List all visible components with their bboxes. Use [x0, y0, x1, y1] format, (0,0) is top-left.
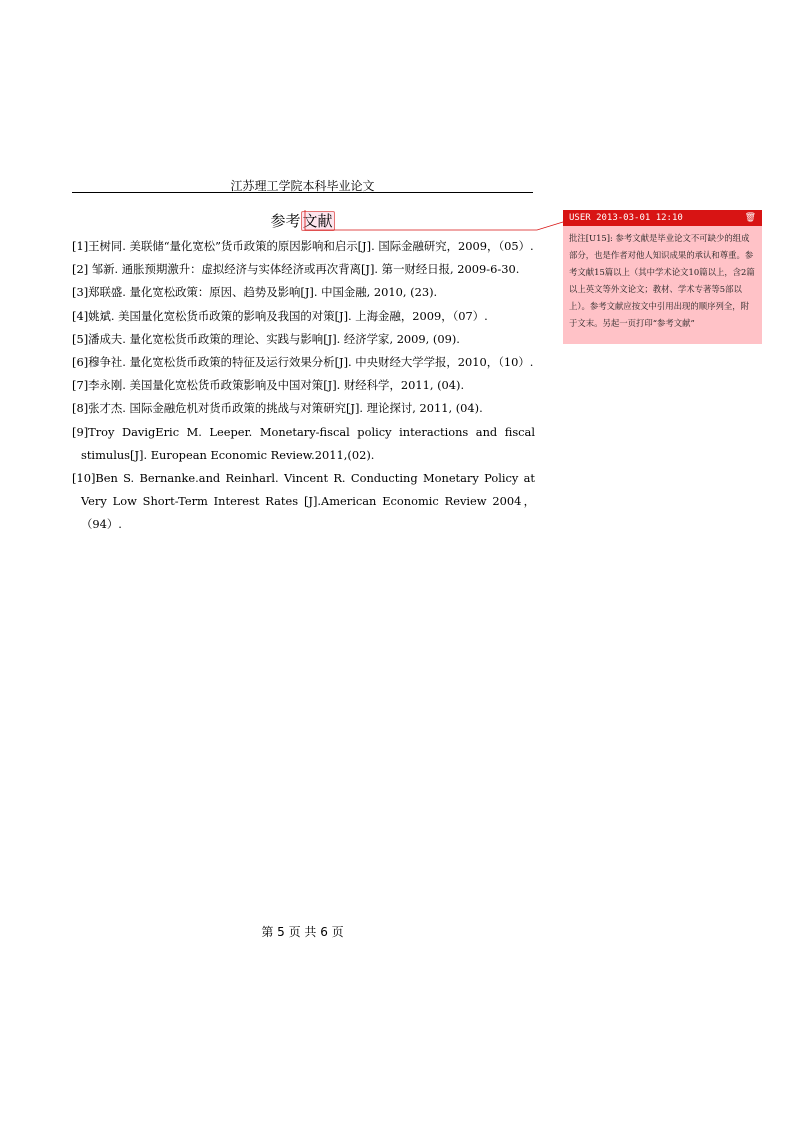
reference-item: [9]Troy DavigEric M. Leeper. Monetary-fiscal policy interactions and fiscal stimulus[J]. European Economic Review.2011,(02). — [72, 424, 535, 462]
reference-item: [5]潘成夫. 量化宽松货币政策的理论、实践与影响[J]. 经济学家, 2009, (09). — [72, 331, 460, 346]
comment-anchor-highlight[interactable]: 文献 — [302, 212, 333, 230]
reference-list — [72, 235, 535, 537]
comment-author-time: USER 2013-03-01 12:10 — [569, 213, 683, 223]
comment-text[interactable]: 批注[U15]: 参考文献是毕业论文不可缺少的组成部分，也是作者对他人知识成果的承认和尊重。参考文献15篇以上（其中学术论文10篇以上，含2篇以上英文等外文论文；教材、学术专著等5部以上）。参考文献应按文中引用出现的顺序列全，附于文末。另起一页打印“参考文献” — [569, 233, 755, 328]
reference-item: [4]姚斌. 美国量化宽松货币政策的影响及我国的对策[J]. 上海金融，2009，（07）. — [72, 308, 488, 323]
page-footer: 第 5 页 共 6 页 — [261, 925, 344, 939]
page-header: 江苏理工学院本科毕业论文 — [230, 179, 375, 193]
trash-icon[interactable]: 🗑 — [744, 213, 756, 223]
reference-item: [3]郑联盛. 量化宽松政策：原因、趋势及影响[J]. 中国金融, 2010, (23). — [72, 285, 438, 300]
comment-balloon[interactable] — [563, 210, 762, 344]
reference-item: [6]穆争社. 量化宽松货币政策的特征及运行效果分析[J]. 中央财经大学学报，2010，（10）. — [72, 355, 534, 370]
reference-item: [2] 邹新. 通胀预期激升：虚拟经济与实体经济或再次背离[J]. 第一财经日报, 2009-6-30. — [72, 262, 520, 277]
header-rule — [72, 192, 533, 193]
reference-item: [7]李永刚. 美国量化宽松货币政策影响及中国对策[J]. 财经科学，2011, (04). — [72, 378, 465, 393]
comment-header — [563, 210, 762, 226]
section-title-prefix: 参考 — [270, 212, 301, 230]
section-title — [0, 210, 605, 231]
reference-item: [1]王树同. 美联储“量化宽松”货币政策的原因影响和启示[J]. 国际金融研究，2009，（05）. — [72, 239, 534, 253]
reference-item: [10]Ben S. Bernanke.and Reinharl. Vincent R. Conducting Monetary Policy at Very Low Short-Term Interest Rates [J].American Economic Review 2004，（94）. — [72, 471, 535, 532]
reference-item: [8]张才杰. 国际金融危机对货币政策的挑战与对策研究[J]. 理论探讨, 2011, (04). — [72, 401, 483, 416]
